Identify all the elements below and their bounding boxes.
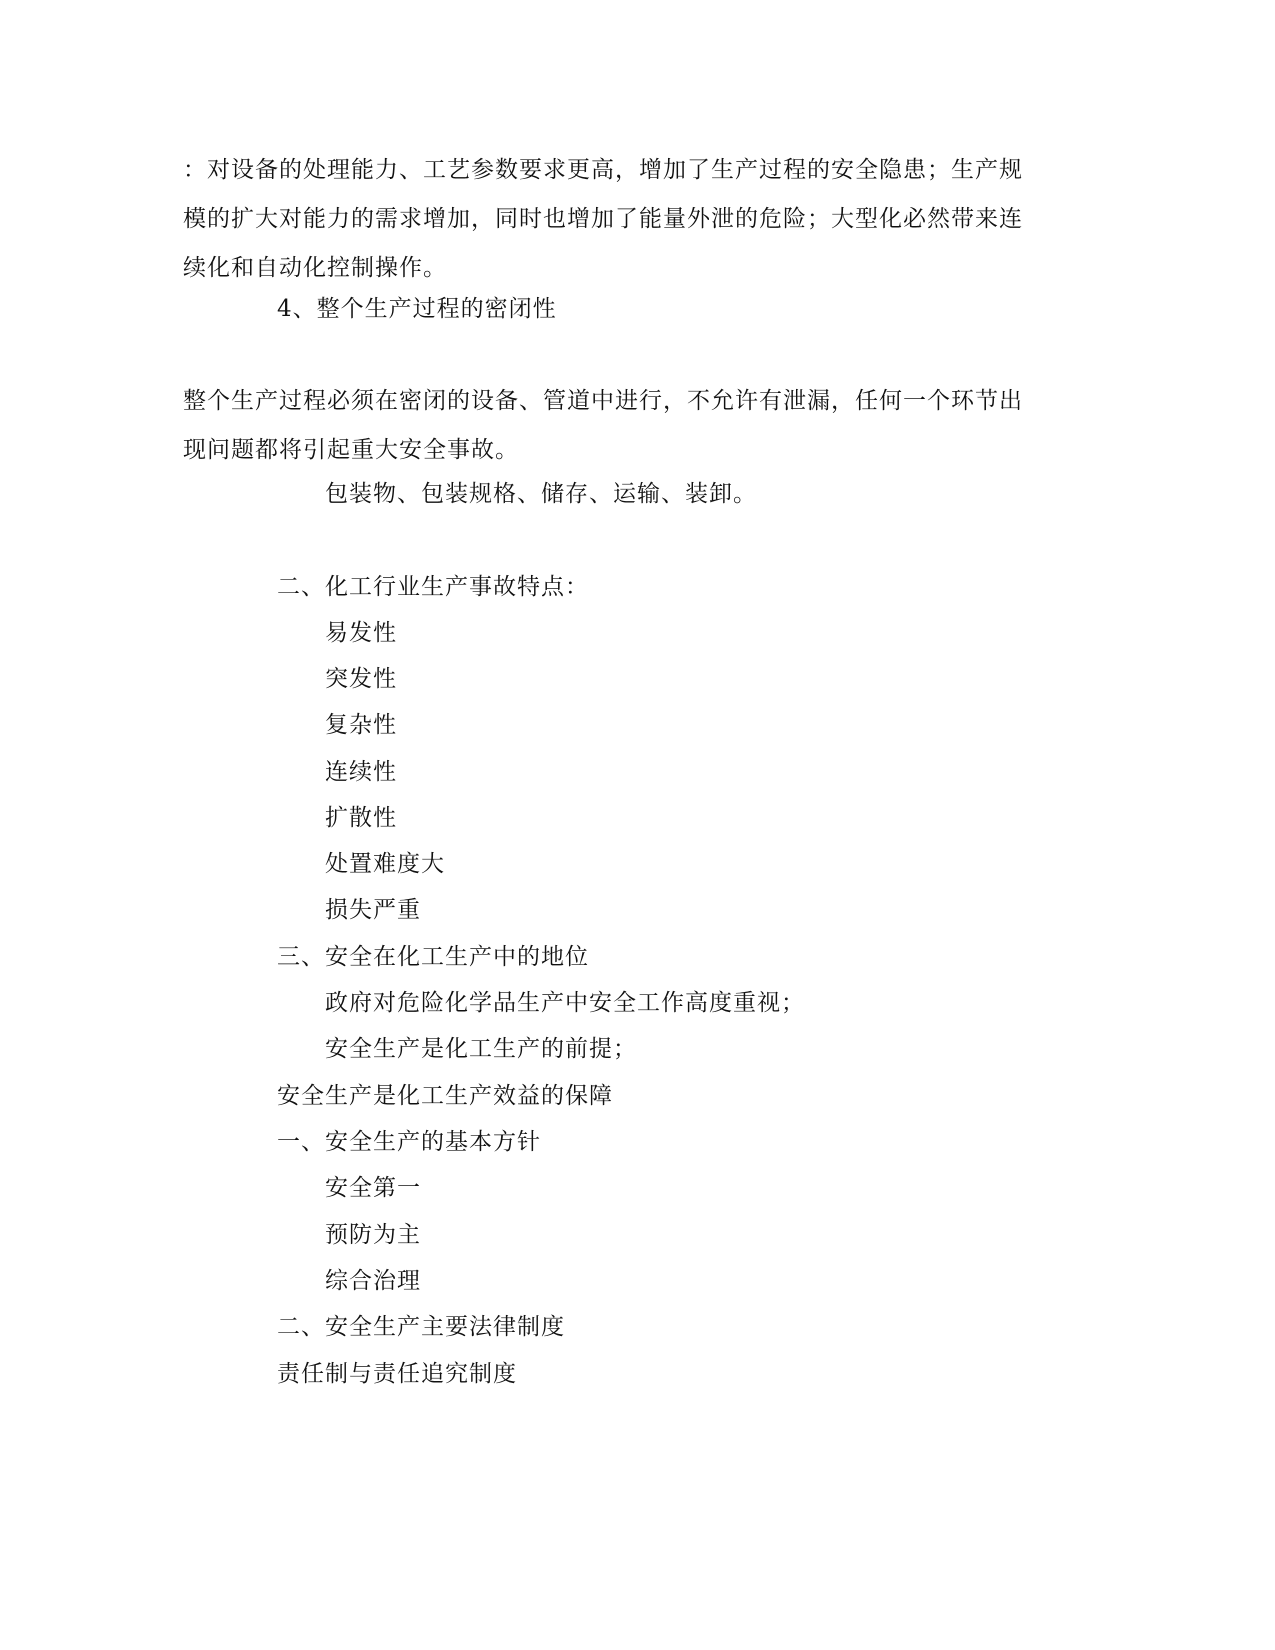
list-item: 综合治理 bbox=[325, 1268, 421, 1294]
section-accident-features-title: 二、化工行业生产事故特点： bbox=[277, 574, 589, 600]
list-item: 易发性 bbox=[325, 620, 397, 646]
packaging-line: 包装物、包装规格、储存、运输、装卸。 bbox=[325, 481, 757, 507]
list-item: 安全生产是化工生产的前提； bbox=[325, 1036, 637, 1062]
list-item: 连续性 bbox=[325, 759, 397, 785]
list-item: 安全第一 bbox=[325, 1175, 421, 1201]
heading-sealed-process: 4、整个生产过程的密闭性 bbox=[277, 296, 557, 322]
list-item: 损失严重 bbox=[325, 897, 421, 923]
paragraph-large-scale: ：对设备的处理能力、工艺参数要求更高，增加了生产过程的安全隐患；生产规模的扩大对能力的需求增加，同时也增加了能量外泄的危险；大型化必然带来连续化和自动化控制操作。 bbox=[183, 157, 1023, 281]
list-item: 处置难度大 bbox=[325, 851, 445, 877]
paragraph-sealed-process: 整个生产过程必须在密闭的设备、管道中进行，不允许有泄漏，任何一个环节出现问题都将引起重大安全事故。 bbox=[183, 388, 1023, 463]
list-item: 责任制与责任追究制度 bbox=[277, 1361, 517, 1387]
section-basic-policy-title: 一、安全生产的基本方针 bbox=[277, 1129, 541, 1155]
list-item: 扩散性 bbox=[325, 805, 397, 831]
list-item: 复杂性 bbox=[325, 712, 397, 738]
section-legal-system-title: 二、安全生产主要法律制度 bbox=[277, 1314, 565, 1340]
list-item: 安全生产是化工生产效益的保障 bbox=[277, 1083, 613, 1109]
list-item: 政府对危险化学品生产中安全工作高度重视； bbox=[325, 990, 805, 1016]
list-item: 预防为主 bbox=[325, 1222, 421, 1248]
list-item: 突发性 bbox=[325, 666, 397, 692]
section-safety-status-title: 三、安全在化工生产中的地位 bbox=[277, 944, 589, 970]
